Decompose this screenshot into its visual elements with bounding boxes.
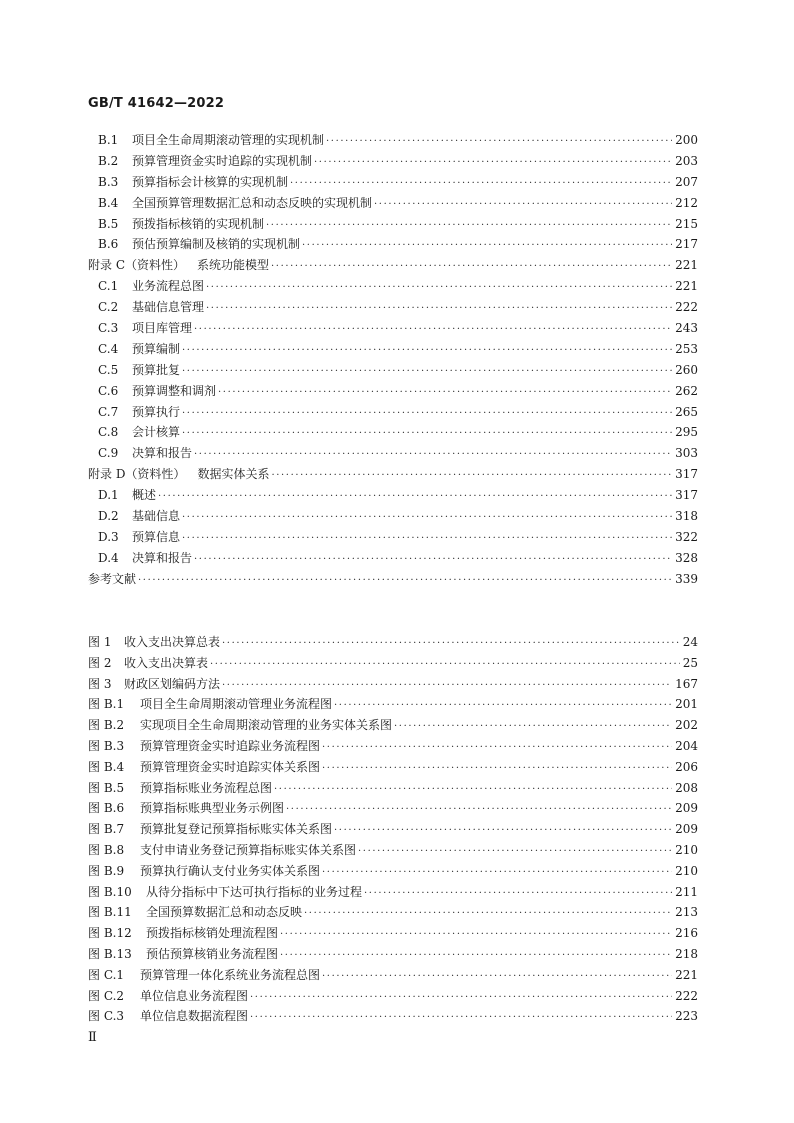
- entry-page-number: 221: [672, 965, 698, 986]
- entry-title: 预算批复登记预算指标账实体关系图: [140, 822, 333, 837]
- entry-page-number: 260: [672, 360, 698, 381]
- entry-number: C.3: [98, 321, 119, 336]
- entry-number: D.1: [98, 488, 119, 503]
- entry-page-number: 216: [672, 923, 698, 944]
- entry-number: 图 1: [88, 635, 112, 649]
- entry-page-number: 265: [672, 402, 698, 423]
- entry-number: 附录 C（资料性）: [88, 258, 185, 273]
- entry-title: 预拨指标核销处理流程图: [146, 926, 279, 941]
- dot-leader: [222, 634, 680, 655]
- entry-number: B.5: [98, 216, 119, 231]
- entry-number: C.6: [98, 383, 119, 398]
- toc-section-entry[interactable]: [88, 214, 698, 235]
- figure-entry[interactable]: [88, 923, 698, 944]
- entry-title: 项目全生命周期滚动管理业务流程图: [140, 697, 333, 712]
- dot-leader: [206, 278, 672, 299]
- toc-section-entry[interactable]: [88, 234, 698, 255]
- entry-title: 预算指标账典型业务示例图: [140, 801, 285, 816]
- entry-title: 业务流程总图: [132, 279, 205, 294]
- entry-title: 基础信息: [132, 509, 181, 524]
- entry-number: 附录 D（资料性）: [88, 467, 186, 482]
- entry-title: 会计核算: [132, 425, 181, 440]
- entry-title: 预估预算编制及核销的实现机制: [132, 237, 301, 252]
- entry-page-number: 328: [672, 548, 698, 569]
- toc-section-entry[interactable]: [88, 151, 698, 172]
- entry-number: 图 B.5: [88, 780, 125, 795]
- dot-leader: [194, 320, 672, 341]
- entry-title: 预算编制: [132, 341, 181, 356]
- entry-title: 预拨指标核销的实现机制: [132, 216, 265, 231]
- dot-leader: [218, 383, 672, 404]
- entry-number: 图 B.12: [88, 926, 132, 941]
- entry-number: 图 C.3: [88, 1009, 125, 1024]
- entry-page-number: 222: [672, 297, 698, 318]
- entry-page-number: 209: [672, 819, 698, 840]
- entry-page-number: 203: [672, 151, 698, 172]
- entry-page-number: 212: [672, 193, 698, 214]
- entry-title: 全国预算数据汇总和动态反映: [146, 905, 303, 920]
- dot-leader: [280, 946, 672, 967]
- entry-title: 预算管理资金实时追踪业务流程图: [140, 738, 321, 753]
- entry-page-number: 223: [672, 1006, 698, 1027]
- figure-entry[interactable]: [88, 674, 698, 695]
- entry-title: 从待分指标中下达可执行指标的业务过程: [146, 884, 363, 899]
- dot-leader: [138, 571, 672, 592]
- figure-entry[interactable]: [88, 986, 698, 1007]
- list-of-figures: [88, 632, 698, 1027]
- dot-leader: [194, 550, 672, 571]
- entry-number: 图 B.9: [88, 863, 125, 878]
- dot-leader: [364, 884, 672, 905]
- dot-leader: [304, 904, 672, 925]
- dot-leader: [222, 676, 672, 697]
- dot-leader: [182, 508, 672, 529]
- entry-number: 图 3: [88, 676, 112, 691]
- figure-entry[interactable]: [88, 653, 698, 674]
- entry-page-number: 322: [672, 527, 698, 548]
- entry-number: C.9: [98, 446, 119, 461]
- toc-section-entry[interactable]: [88, 485, 698, 506]
- entry-number: C.5: [98, 362, 119, 377]
- dot-leader: [266, 216, 672, 237]
- toc-section-entry[interactable]: [88, 318, 698, 339]
- toc-section-entry[interactable]: [88, 422, 698, 443]
- entry-page-number: 167: [672, 674, 698, 695]
- entry-title: 基础信息管理: [132, 300, 205, 315]
- entry-number: C.7: [98, 404, 119, 419]
- entry-page-number: 221: [672, 255, 698, 276]
- entry-page-number: 204: [672, 736, 698, 757]
- toc-section-entry[interactable]: [88, 402, 698, 423]
- entry-title: 收入支出决算表: [124, 655, 209, 670]
- entry-page-number: 243: [672, 318, 698, 339]
- entry-number: C.8: [98, 425, 119, 440]
- entry-number: 图 C.2: [88, 988, 125, 1003]
- entry-number: D.4: [98, 550, 119, 565]
- entry-page-number: 295: [672, 422, 698, 443]
- dot-leader: [182, 362, 672, 383]
- entry-page-number: 317: [672, 464, 698, 485]
- entry-title: 全国预算管理数据汇总和动态反映的实现机制: [132, 195, 373, 210]
- figure-entry[interactable]: [88, 715, 698, 736]
- entry-title: 预算信息: [132, 529, 181, 544]
- dot-leader: [302, 236, 672, 257]
- toc-section-entry[interactable]: [88, 506, 698, 527]
- dot-leader: [271, 257, 672, 278]
- dot-leader: [322, 863, 672, 884]
- toc-section-entry[interactable]: [88, 276, 698, 297]
- toc-section-entry[interactable]: [88, 527, 698, 548]
- entry-number: B.2: [98, 153, 119, 168]
- entry-page-number: 262: [672, 381, 698, 402]
- entry-title: 项目库管理: [132, 321, 193, 336]
- dot-leader: [322, 738, 672, 759]
- entry-title: 预算批复: [132, 362, 181, 377]
- entry-title: 项目全生命周期滚动管理的实现机制: [132, 133, 325, 147]
- entry-number: C.1: [98, 279, 119, 294]
- entry-page-number: 303: [672, 443, 698, 464]
- entry-page-number: 253: [672, 339, 698, 360]
- figure-entry[interactable]: [88, 965, 698, 986]
- entry-page-number: 317: [672, 485, 698, 506]
- toc-section-entry[interactable]: [88, 443, 698, 464]
- entry-number: B.6: [98, 237, 119, 252]
- figure-entry[interactable]: [88, 882, 698, 903]
- figure-entry[interactable]: [88, 778, 698, 799]
- entry-number: 图 B.8: [88, 842, 125, 857]
- entry-number: 图 C.1: [88, 967, 125, 982]
- entry-title: 预算指标账业务流程总图: [140, 780, 273, 795]
- entry-page-number: 221: [672, 276, 698, 297]
- dot-leader: [250, 988, 672, 1009]
- entry-title: 预算指标会计核算的实现机制: [132, 174, 289, 189]
- entry-number: B.1: [98, 133, 119, 147]
- entry-title: 实现项目全生命周期滚动管理的业务实体关系图: [140, 718, 393, 733]
- entry-page-number: 339: [672, 569, 698, 590]
- entry-number: 图 B.13: [88, 946, 132, 961]
- entry-page-number: 210: [672, 840, 698, 861]
- dot-leader: [394, 717, 672, 738]
- figure-entry[interactable]: [88, 736, 698, 757]
- figure-entry[interactable]: [88, 944, 698, 965]
- dot-leader: [358, 842, 672, 863]
- entry-title: 预算管理一体化系统业务流程总图: [140, 967, 321, 982]
- entry-page-number: 201: [672, 694, 698, 715]
- dot-leader: [194, 445, 672, 466]
- figure-entry[interactable]: [88, 694, 698, 715]
- entry-title: 单位信息数据流程图: [140, 1009, 249, 1024]
- figure-entry[interactable]: [88, 902, 698, 923]
- figure-entry[interactable]: [88, 632, 698, 653]
- entry-page-number: 210: [672, 861, 698, 882]
- dot-leader: [334, 821, 672, 842]
- entry-page-number: 207: [672, 172, 698, 193]
- entry-number: 图 2: [88, 655, 112, 670]
- standard-code: GB/T 41642—2022: [88, 96, 225, 111]
- entry-number: B.3: [98, 174, 119, 189]
- dot-leader: [210, 655, 680, 676]
- entry-title: 预算管理资金实时追踪的实现机制: [132, 153, 313, 168]
- figure-entry[interactable]: [88, 861, 698, 882]
- entry-page-number: 213: [672, 902, 698, 923]
- entry-title: 决算和报告: [132, 446, 193, 461]
- entry-number: 图 B.3: [88, 738, 125, 753]
- page-number: Ⅱ: [88, 1030, 97, 1045]
- entry-number: 图 B.6: [88, 801, 125, 816]
- entry-number: D.3: [98, 529, 119, 544]
- entry-page-number: 318: [672, 506, 698, 527]
- entry-page-number: 200: [672, 130, 698, 151]
- figure-entry[interactable]: [88, 798, 698, 819]
- entry-title: 系统功能模型: [197, 258, 270, 273]
- dot-leader: [182, 404, 672, 425]
- entry-title: 支付申请业务登记预算指标账实体关系图: [140, 842, 357, 857]
- toc-annex-entry[interactable]: [88, 569, 698, 590]
- entry-title: 预估预算核销业务流程图: [146, 946, 279, 961]
- entry-number: D.2: [98, 509, 119, 524]
- dot-leader: [206, 299, 672, 320]
- toc-annex-entry[interactable]: [88, 464, 698, 485]
- entry-title: 概述: [132, 488, 157, 503]
- toc-section-entry[interactable]: [88, 381, 698, 402]
- entry-number: 图 B.10: [88, 884, 132, 899]
- entry-title: 预算管理资金实时追踪实体关系图: [140, 759, 321, 774]
- entry-page-number: 25: [680, 653, 698, 674]
- dot-leader: [290, 174, 672, 195]
- dot-leader: [314, 153, 672, 174]
- toc-section-entry[interactable]: [88, 360, 698, 381]
- entry-page-number: 208: [672, 778, 698, 799]
- dot-leader: [182, 529, 672, 550]
- toc-section-entry[interactable]: [88, 193, 698, 214]
- dot-leader: [271, 466, 672, 487]
- entry-page-number: 222: [672, 986, 698, 1007]
- toc-section-entry[interactable]: [88, 130, 698, 151]
- entry-page-number: 211: [672, 882, 698, 903]
- entry-number: C.4: [98, 341, 119, 356]
- dot-leader: [182, 341, 672, 362]
- toc-section-entry[interactable]: [88, 172, 698, 193]
- entry-title: 财政区划编码方法: [124, 676, 221, 691]
- entry-title: 决算和报告: [132, 550, 193, 565]
- entry-number: C.2: [98, 300, 119, 315]
- dot-leader: [274, 780, 672, 801]
- entry-number: 图 B.11: [88, 905, 132, 920]
- toc-annex-entry[interactable]: [88, 255, 698, 276]
- entry-page-number: 218: [672, 944, 698, 965]
- entry-title: 收入支出决算总表: [124, 635, 221, 649]
- entry-number: 图 B.1: [88, 697, 125, 712]
- entry-number: B.4: [98, 195, 119, 210]
- dot-leader: [158, 487, 672, 508]
- entry-page-number: 215: [672, 214, 698, 235]
- entry-page-number: 206: [672, 757, 698, 778]
- entry-title: 预算执行: [132, 404, 181, 419]
- entry-number: 图 B.2: [88, 718, 125, 733]
- entry-title: 预算调整和调剂: [132, 383, 217, 398]
- dot-leader: [374, 195, 672, 216]
- entry-title: 数据实体关系: [197, 467, 270, 482]
- figure-entry[interactable]: [88, 840, 698, 861]
- toc-section-entry[interactable]: [88, 548, 698, 569]
- figure-entry[interactable]: [88, 819, 698, 840]
- toc-section-entry[interactable]: [88, 297, 698, 318]
- dot-leader: [182, 424, 672, 445]
- entry-page-number: 217: [672, 234, 698, 255]
- figure-entry[interactable]: [88, 1006, 698, 1027]
- dot-leader: [286, 800, 672, 821]
- entry-title: 预算执行确认支付业务实体关系图: [140, 863, 321, 878]
- toc-section-entry[interactable]: [88, 339, 698, 360]
- entry-number: 图 B.4: [88, 759, 125, 774]
- entry-page-number: 202: [672, 715, 698, 736]
- figure-entry[interactable]: [88, 757, 698, 778]
- entry-title: 单位信息业务流程图: [140, 988, 249, 1003]
- dot-leader: [250, 1008, 672, 1029]
- dot-leader: [322, 759, 672, 780]
- entry-page-number: 209: [672, 798, 698, 819]
- table-of-contents: [88, 130, 698, 590]
- dot-leader: [334, 696, 672, 717]
- dot-leader: [280, 925, 672, 946]
- dot-leader: [322, 967, 672, 988]
- dot-leader: [326, 132, 672, 153]
- entry-number: 图 B.7: [88, 822, 125, 837]
- entry-page-number: 24: [680, 632, 698, 653]
- entry-title: 参考文献: [88, 571, 137, 586]
